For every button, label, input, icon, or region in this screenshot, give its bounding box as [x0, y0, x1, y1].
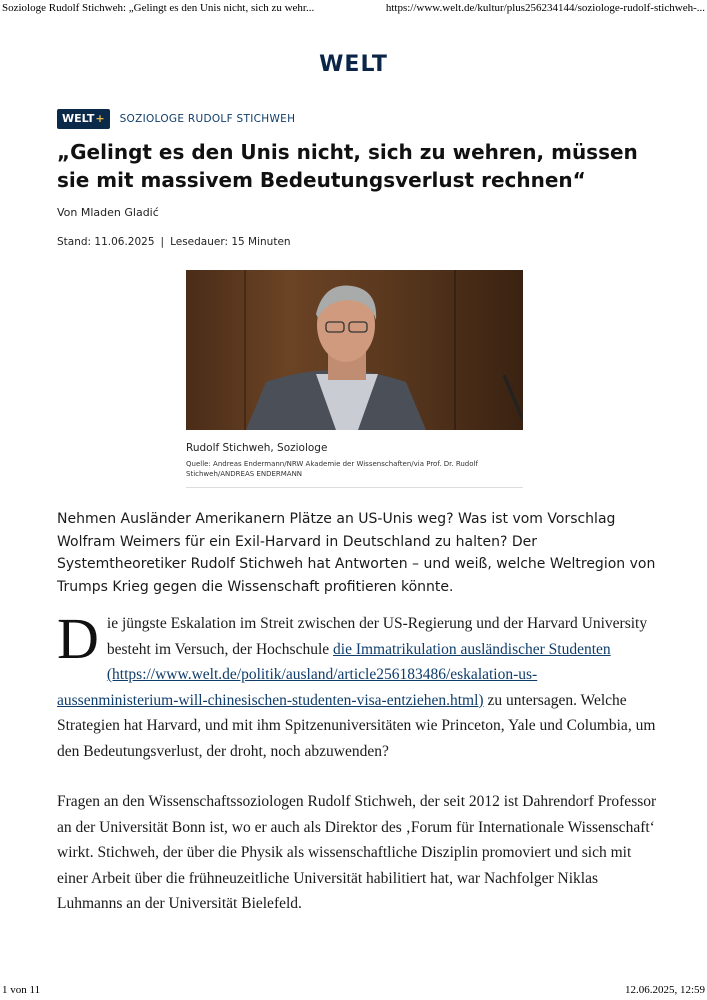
portrait-illustration — [186, 270, 523, 430]
print-header — [0, 2, 707, 18]
photo-caption: Rudolf Stichweh, Soziologe — [186, 442, 328, 454]
welt-plus-badge — [57, 109, 110, 129]
badge-plus: + — [95, 112, 105, 125]
badge-text: WELT — [62, 112, 95, 125]
drop-cap: D — [57, 606, 99, 671]
meta-separator: | — [160, 236, 165, 248]
author-byline: Von Mladen Gladić — [57, 206, 159, 219]
portrait-photo — [186, 270, 523, 430]
print-footer — [0, 984, 707, 998]
article-meta — [57, 236, 291, 248]
print-header-url: https://www.welt.de/kultur/plus256234144/soziologe-rudolf-stichweh-... — [385, 2, 705, 14]
kicker: SOZIOLOGE RUDOLF STICHWEH — [119, 113, 296, 125]
page-counter: 1 von 11 — [2, 984, 41, 996]
kicker-row — [57, 109, 295, 129]
stand-date: Stand: 11.06.2025 — [57, 236, 155, 248]
welt-logo[interactable]: WELT — [319, 52, 388, 77]
paragraph-1-start: ie jüngste Eskalation im Streit zwischen der US-Regierung und der Harvard University besteht im Versuch, der Hochschule — [106, 615, 648, 658]
microphone-shape — [504, 375, 523, 420]
headline: „Gelingt es den Unis nicht, sich zu wehren, müssen sie mit massivem Bedeutungsverlust rechnen“ — [57, 140, 638, 192]
body-paragraph-2: Fragen an den Wissenschaftssoziologen Rudolf Stichweh, der seit 2012 ist Dahrendorf Professor an der Universität Bonn ist, wo er auch als Direktor des ‚Forum für Internationale Wissenschaft‘ wirkt. Stichweh, der über die Physik als wissenschaftliche Disziplin promoviert und sich mit einer Arbeit über die frühneuzeitliche Universität habilitiert hat, war Nachfolger Niklas Luhmanns an der Universität Bielefeld. — [57, 793, 657, 912]
print-timestamp: 12.06.2025, 12:59 — [624, 984, 705, 996]
article-figure — [186, 270, 523, 488]
paragraph-1-end: zu untersagen. Welche Strategien hat Harvard, und mit ihm Spitzenuniversitäten wie Princeton, Yale und Columbia, um den Bedeutungsverlust, der droht, noch abzuwenden? — [57, 691, 656, 760]
body-paragraph-1 — [57, 606, 657, 764]
article-intro: Nehmen Ausländer Amerikanern Plätze an US-Unis weg? Was ist vom Vorschlag Wolfram Weimers für ein Exil-Harvard in Deutschland zu halten? Der Systemtheoretiker Rudolf Stichweh hat Antworten – und weiß, welche Weltregion von Trumps Krieg gegen die Wissenschaft profitieren könnte. — [57, 511, 656, 595]
reading-time: Lesedauer: 15 Minuten — [170, 236, 291, 248]
photo-credit: Quelle: Andreas Endermann/NRW Akademie der Wissenschaften/via Prof. Dr. Rudolf Stichweh/ANDREAS ENDERMANN — [186, 459, 523, 488]
print-header-title: Soziologe Rudolf Stichweh: „Gelingt es den Unis nicht, sich zu wehr... — [2, 2, 315, 14]
inline-article-link[interactable]: die Immatrikulation ausländischer Studenten (https://www.welt.de/politik/ausland/article256183486/eskalation-us-aussenministerium-will-chinesischen-studenten-visa-entziehen.html) — [57, 640, 611, 709]
